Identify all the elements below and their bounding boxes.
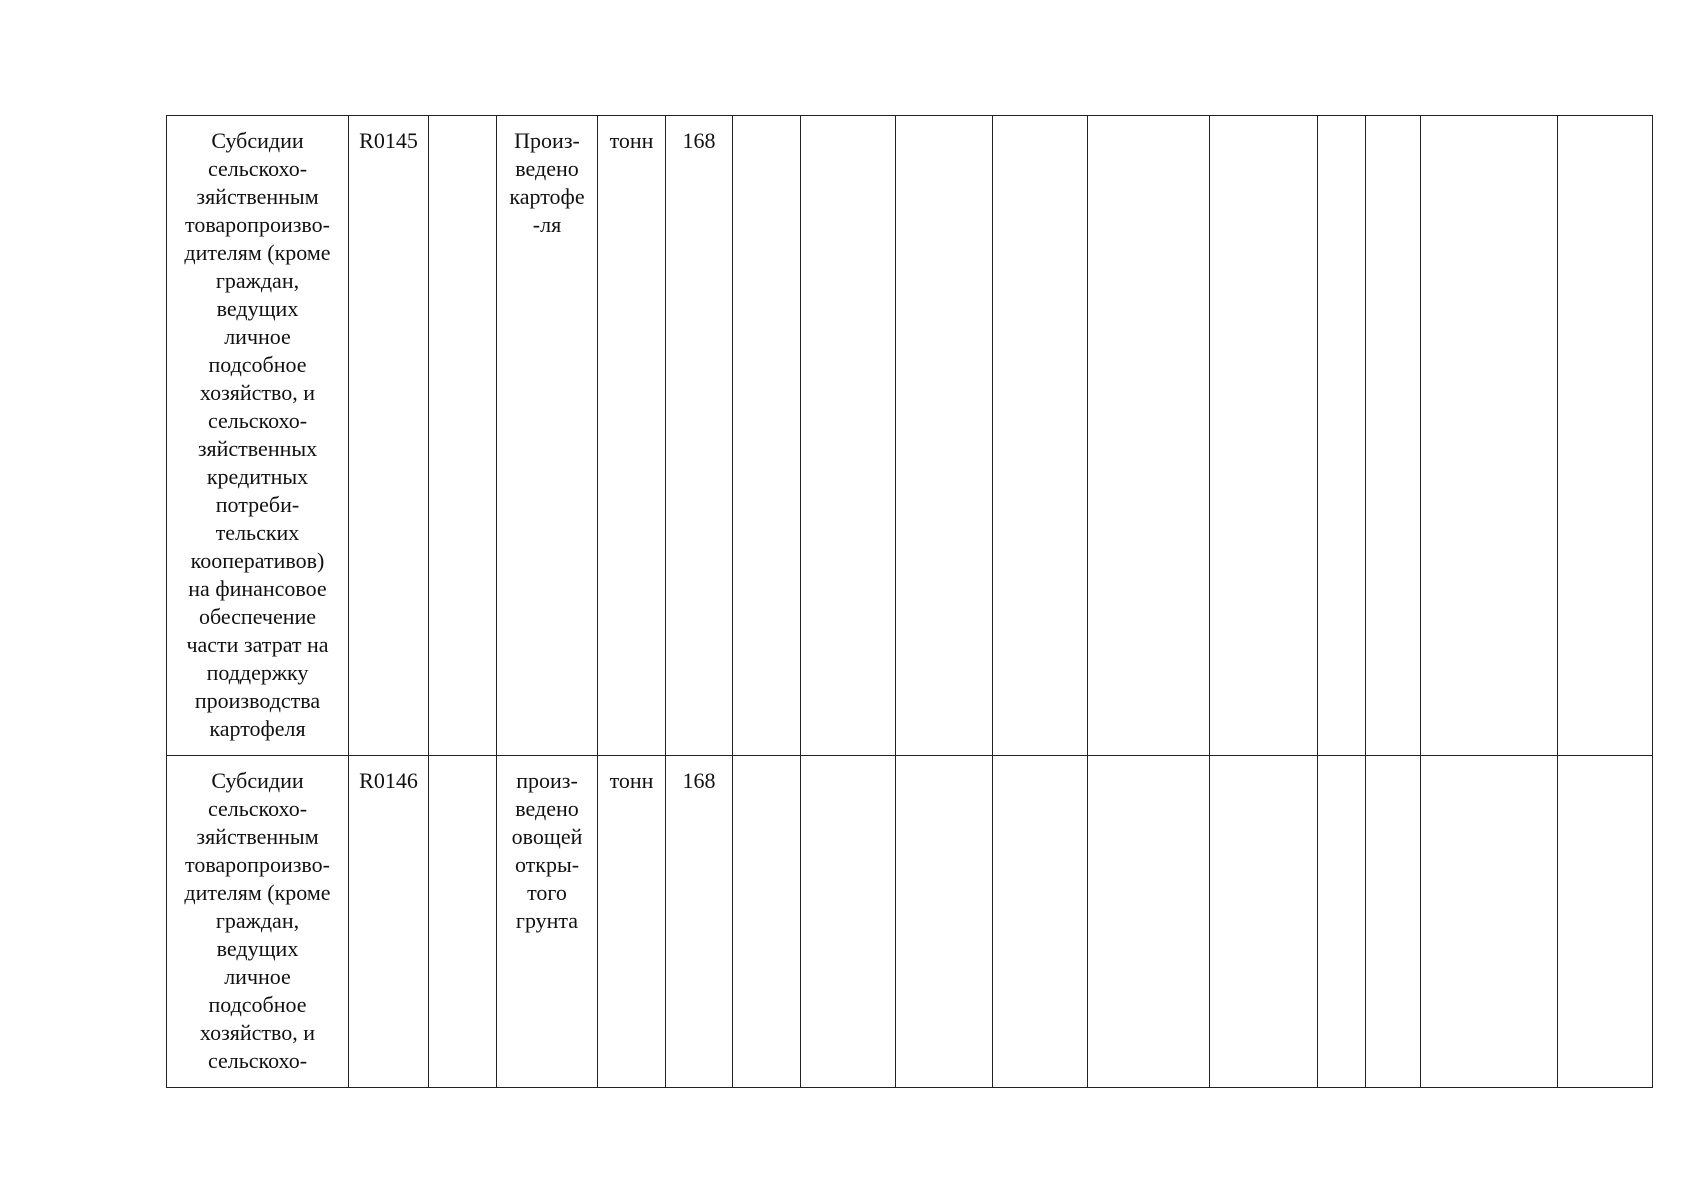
- empty-cell: [1318, 756, 1366, 1088]
- empty-cell: [1366, 756, 1421, 1088]
- empty-cell: [1421, 116, 1558, 756]
- table-row: [167, 116, 1653, 756]
- empty-cell: [429, 756, 497, 1088]
- empty-cell: [429, 116, 497, 756]
- table-row: [167, 756, 1653, 1088]
- empty-cell: [1088, 116, 1210, 756]
- subsidy-name-cell: Субсидии сельскохо- зяйственным товаропроизво- дителям (кроме граждан, ведущих личное подсобное хозяйство, и сельскохо- зяйственных кредитных потреби- тельских кооперативов) на финансовое обеспечение части затрат на поддержку производства картофеля: [167, 116, 349, 756]
- empty-cell: [801, 116, 896, 756]
- okei-cell: 168: [666, 116, 733, 756]
- empty-cell: [1318, 116, 1366, 756]
- indicator-cell: произ- ведено овощей откры- того грунта: [497, 756, 598, 1088]
- empty-cell: [1088, 756, 1210, 1088]
- empty-cell: [1210, 116, 1318, 756]
- empty-cell: [1558, 756, 1653, 1088]
- unit-cell: тонн: [598, 116, 666, 756]
- empty-cell: [1558, 116, 1653, 756]
- empty-cell: [801, 756, 896, 1088]
- empty-cell: [733, 756, 801, 1088]
- code-cell: R0145: [349, 116, 429, 756]
- empty-cell: [896, 756, 993, 1088]
- indicator-cell: Произ- ведено картофе -ля: [497, 116, 598, 756]
- unit-cell: тонн: [598, 756, 666, 1088]
- subsidy-name-cell: Субсидии сельскохо- зяйственным товаропроизво- дителям (кроме граждан, ведущих личное подсобное хозяйство, и сельскохо-: [167, 756, 349, 1088]
- empty-cell: [1366, 116, 1421, 756]
- empty-cell: [993, 116, 1088, 756]
- empty-cell: [1421, 756, 1558, 1088]
- code-cell: R0146: [349, 756, 429, 1088]
- empty-cell: [993, 756, 1088, 1088]
- subsidy-table: [166, 115, 1653, 1088]
- empty-cell: [733, 116, 801, 756]
- empty-cell: [1210, 756, 1318, 1088]
- empty-cell: [896, 116, 993, 756]
- okei-cell: 168: [666, 756, 733, 1088]
